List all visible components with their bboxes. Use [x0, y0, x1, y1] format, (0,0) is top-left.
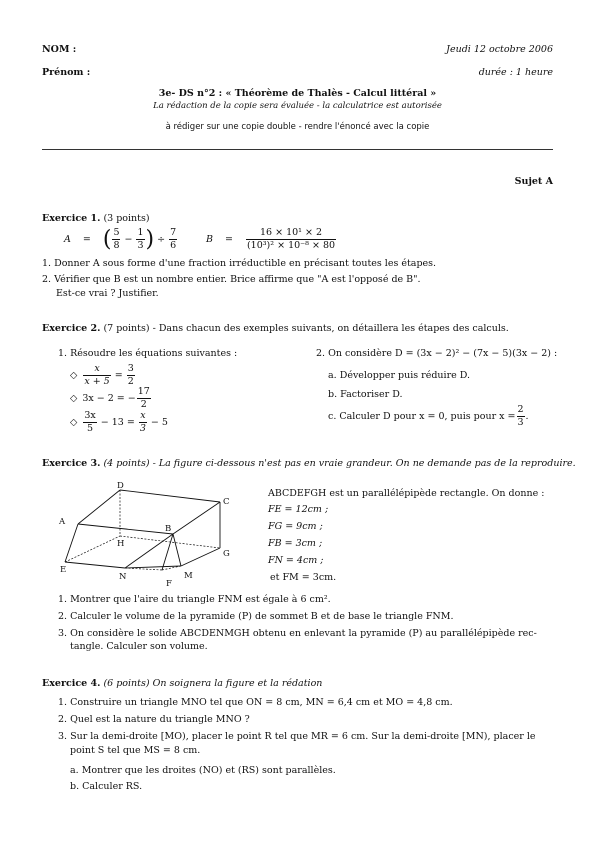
- ex3-fn: FN = 4cm ;: [268, 555, 324, 566]
- divider: [42, 149, 553, 150]
- label-h: H: [117, 539, 125, 549]
- ex2-eq2: ◇ 3x − 2 = − $\frac{17}{2}$: [70, 386, 150, 410]
- ex3-fb: FB = 3cm ;: [268, 538, 323, 549]
- edge-bn: [125, 534, 173, 568]
- ex3-intro: (4 points) - La figure ci-dessous n'est pas en vraie grandeur. On ne demande pas de la reproduire.: [103, 458, 576, 469]
- ex2-intro: (7 points) - Dans chacun des exemples suivants, on détaillera les étapes des calculs.: [103, 323, 509, 334]
- ex1-expression-a: A = ( $\frac{5}{8}$ − $\frac{1}{3}$ ) ÷ $\frac{7}{6}$: [64, 226, 177, 252]
- label-a: A: [59, 517, 66, 527]
- ex2-right-title: 2. On considère D = (3x − 2)² − (7x − 5)(3x − 2) :: [316, 348, 558, 359]
- ex4-intro: (6 points) On soignera la figure et la rédation: [103, 678, 323, 689]
- ex4-qa: a. Montrer que les droites (NO) et (RS) sont parallèles.: [70, 765, 336, 776]
- edge-mg: [181, 548, 220, 566]
- ex2-eq3: ◇ $\frac{3x}{5}$ − 13 = $\frac{x}{3}$ − 5: [70, 410, 168, 434]
- parallelepiped-figure: [55, 478, 255, 590]
- ex3-q2: 2. Calculer le volume de la pyramide (P) de sommet B et de base le triangle FNM.: [58, 611, 454, 622]
- page-title: 3e- DS n°2 : « Théorème de Thalès - Calcul littéral »: [158, 88, 437, 99]
- a-label: A: [64, 233, 71, 245]
- ex3-fe: FE = 12cm ;: [268, 504, 329, 515]
- ex1-heading: Exercice 1.: [42, 213, 101, 224]
- ex3-fm: et FM = 3cm.: [270, 572, 337, 583]
- ex4-q2: 2. Quel est la nature du triangle MNO ?: [58, 714, 250, 725]
- b-label: B: [206, 233, 213, 245]
- subtitle: La rédaction de la copie sera évaluée - la calculatrice est autorisée: [153, 101, 442, 111]
- ex1-expression-b: B = $\frac{\text{16 × 10¹ × 2}}{\text{(10³)² × 10⁻⁸ × 80}}$: [206, 227, 336, 251]
- ex4-q1: 1. Construire un triangle MNO tel que ON = 8 cm, MN = 6,4 cm et MO = 4,8 cm.: [58, 697, 453, 708]
- instruction: à rédiger sur une copie double - rendre l'énoncé avec la copie: [165, 122, 430, 132]
- edge-dc: [120, 490, 220, 502]
- ex4-q3b: point S tel que MS = 8 cm.: [70, 745, 201, 756]
- ex4-title: [42, 678, 322, 689]
- date: Jeudi 12 octobre 2006: [446, 44, 553, 55]
- edge-en: [65, 562, 125, 568]
- edge-ab: [78, 524, 173, 534]
- ex4-q3: 3. Sur la demi-droite [MO), placer le point R tel que MR = 6 cm. Sur la demi-droite [MN), placer le: [58, 731, 536, 742]
- nom-label: NOM :: [42, 44, 77, 55]
- ex3-heading: Exercice 3.: [42, 458, 101, 469]
- label-e: E: [60, 565, 67, 575]
- ex3-q3: 3. On considère le solide ABCDENMGH obtenu en enlevant la pyramide (P) au parallélépipède rec-: [58, 628, 537, 639]
- ex1-points: (3 points): [103, 213, 150, 224]
- label-c: C: [223, 497, 230, 507]
- edge-ae: [65, 524, 78, 562]
- ex1-q2b: Est-ce vrai ? Justifier.: [56, 288, 159, 299]
- sujet-label: Sujet A: [514, 176, 553, 187]
- ex2-title: [42, 323, 509, 334]
- label-m: M: [184, 571, 193, 581]
- duration: durée : 1 heure: [478, 67, 553, 78]
- ex2-rb: b. Factoriser D.: [328, 389, 403, 400]
- ex3-desc: ABCDEFGH est un parallélépipède rectangle. On donne :: [268, 488, 545, 499]
- ex1-q2: 2. Vérifier que B est un nombre entier. Brice affirme que "A est l'opposé de B".: [42, 274, 421, 285]
- label-n: N: [119, 572, 127, 582]
- ex2-left-title: 1. Résoudre les équations suivantes :: [58, 348, 238, 359]
- ex3-fg: FG = 9cm ;: [268, 521, 323, 532]
- edge-eh: [65, 536, 120, 562]
- edge-nf: [125, 568, 162, 570]
- ex1-q1: 1. Donner A sous forme d'une fraction irréductible en précisant toutes les étapes.: [42, 258, 437, 269]
- label-g: G: [223, 549, 230, 559]
- ex2-rc: c. Calculer D pour x = 0, puis pour x = $\frac{2}{3}$ .: [328, 404, 529, 428]
- label-f: F: [166, 579, 172, 589]
- ex2-eq1: ◇ $\frac{x}{x + 5}$ = $\frac{3}{2}$: [70, 363, 134, 387]
- edge-bm: [173, 534, 181, 566]
- prenom-label: Prénom :: [42, 67, 91, 78]
- ex2-heading: Exercice 2.: [42, 323, 101, 334]
- ex4-heading: Exercice 4.: [42, 678, 101, 689]
- edge-ad: [78, 490, 120, 524]
- label-d: D: [117, 481, 124, 491]
- ex3-title: [42, 458, 576, 469]
- ex4-qb: b. Calculer RS.: [70, 781, 143, 792]
- edge-hg: [120, 536, 220, 548]
- ex2-ra: a. Développer puis réduire D.: [328, 370, 471, 381]
- label-b: B: [165, 524, 172, 534]
- ex3-q1: 1. Montrer que l'aire du triangle FNM est égale à 6 cm².: [58, 594, 331, 605]
- edge-bf: [162, 534, 173, 570]
- edge-cb: [173, 502, 220, 534]
- ex3-q3b: tangle. Calculer son volume.: [70, 641, 208, 652]
